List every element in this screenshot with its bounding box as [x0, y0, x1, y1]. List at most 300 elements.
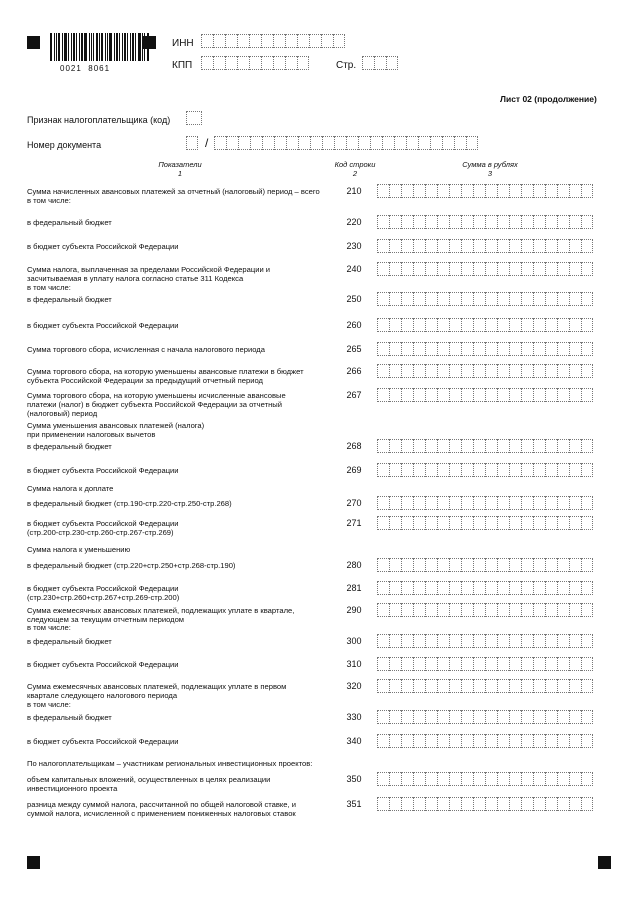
entry-cell[interactable]: [425, 496, 437, 510]
entry-cell[interactable]: [581, 516, 593, 530]
entry-cell[interactable]: [557, 558, 569, 572]
entry-cell[interactable]: [461, 463, 473, 477]
entry-cell[interactable]: [581, 318, 593, 332]
entry-cell[interactable]: [389, 734, 401, 748]
entry-cell[interactable]: [425, 734, 437, 748]
entry-cell[interactable]: [449, 710, 461, 724]
entry-cell[interactable]: [334, 136, 346, 150]
entry-cell[interactable]: [533, 215, 545, 229]
entry-cell[interactable]: [557, 184, 569, 198]
entry-cell[interactable]: [401, 603, 413, 617]
entry-cell[interactable]: [569, 318, 581, 332]
entry-cell[interactable]: [473, 679, 485, 693]
entry-cell[interactable]: [509, 184, 521, 198]
entry-cell[interactable]: [389, 318, 401, 332]
entry-cell[interactable]: [557, 342, 569, 356]
entry-cell[interactable]: [473, 262, 485, 276]
entry-cell[interactable]: [545, 439, 557, 453]
entry-cell[interactable]: [413, 364, 425, 378]
entry-cell[interactable]: [273, 34, 285, 48]
entry-cell[interactable]: [509, 657, 521, 671]
entry-cell[interactable]: [225, 34, 237, 48]
entry-cell[interactable]: [533, 463, 545, 477]
entry-cell[interactable]: [581, 558, 593, 572]
entry-cell[interactable]: [401, 558, 413, 572]
entry-cell[interactable]: [521, 657, 533, 671]
entry-cell[interactable]: [533, 516, 545, 530]
entry-cell[interactable]: [389, 262, 401, 276]
entry-cell[interactable]: [497, 439, 509, 453]
entry-cell[interactable]: [545, 239, 557, 253]
entry-cell[interactable]: [249, 56, 261, 70]
entry-cell[interactable]: [370, 136, 382, 150]
entry-cell[interactable]: [437, 184, 449, 198]
entry-cell[interactable]: [473, 734, 485, 748]
entry-cell[interactable]: [509, 772, 521, 786]
entry-cell[interactable]: [389, 184, 401, 198]
entry-cell[interactable]: [401, 496, 413, 510]
entry-cell[interactable]: [449, 388, 461, 402]
entry-cell[interactable]: [521, 215, 533, 229]
entry-cell[interactable]: [509, 318, 521, 332]
entry-cell[interactable]: [533, 184, 545, 198]
entry-cell[interactable]: [437, 292, 449, 306]
entry-cell[interactable]: [449, 318, 461, 332]
entry-cell[interactable]: [425, 603, 437, 617]
entry-cell[interactable]: [581, 292, 593, 306]
entry-cell[interactable]: [485, 581, 497, 595]
entry-cell[interactable]: [473, 215, 485, 229]
entry-cell[interactable]: [581, 364, 593, 378]
entry-cell[interactable]: [461, 679, 473, 693]
entry-cell[interactable]: [401, 364, 413, 378]
entry-cell[interactable]: [389, 581, 401, 595]
entry-cell[interactable]: [377, 342, 389, 356]
entry-cell[interactable]: [377, 184, 389, 198]
entry-cell[interactable]: [449, 772, 461, 786]
entry-cell[interactable]: [377, 679, 389, 693]
entry-cell[interactable]: [261, 34, 273, 48]
entry-cell[interactable]: [497, 184, 509, 198]
entry-cell[interactable]: [497, 463, 509, 477]
entry-cell[interactable]: [377, 239, 389, 253]
entry-cell[interactable]: [521, 496, 533, 510]
entry-cell[interactable]: [186, 136, 198, 150]
entry-cell[interactable]: [485, 239, 497, 253]
entry-cell[interactable]: [497, 634, 509, 648]
entry-cell[interactable]: [485, 657, 497, 671]
entry-cell[interactable]: [557, 797, 569, 811]
entry-cell[interactable]: [473, 558, 485, 572]
entry-cell[interactable]: [449, 496, 461, 510]
entry-cell[interactable]: [557, 634, 569, 648]
entry-cell[interactable]: [569, 388, 581, 402]
entry-cell[interactable]: [557, 679, 569, 693]
entry-cell[interactable]: [473, 710, 485, 724]
entry-cell[interactable]: [521, 463, 533, 477]
entry-cell[interactable]: [533, 439, 545, 453]
entry-cell[interactable]: [533, 239, 545, 253]
entry-cell[interactable]: [473, 634, 485, 648]
entry-cell[interactable]: [509, 710, 521, 724]
entry-cell[interactable]: [461, 734, 473, 748]
entry-cell[interactable]: [509, 797, 521, 811]
entry-cell[interactable]: [509, 239, 521, 253]
entry-cell[interactable]: [485, 710, 497, 724]
entry-cell[interactable]: [389, 603, 401, 617]
entry-cell[interactable]: [569, 516, 581, 530]
entry-cell[interactable]: [485, 634, 497, 648]
entry-cell[interactable]: [213, 34, 225, 48]
entry-cell[interactable]: [581, 679, 593, 693]
entry-cell[interactable]: [473, 496, 485, 510]
entry-cell[interactable]: [389, 710, 401, 724]
entry-cell[interactable]: [497, 772, 509, 786]
entry-cell[interactable]: [581, 342, 593, 356]
entry-cell[interactable]: [545, 603, 557, 617]
entry-cell[interactable]: [362, 56, 374, 70]
entry-cell[interactable]: [485, 516, 497, 530]
entry-cell[interactable]: [497, 239, 509, 253]
entry-cell[interactable]: [569, 439, 581, 453]
entry-cell[interactable]: [461, 603, 473, 617]
entry-cell[interactable]: [497, 679, 509, 693]
entry-cell[interactable]: [557, 657, 569, 671]
entry-cell[interactable]: [545, 215, 557, 229]
entry-cell[interactable]: [425, 516, 437, 530]
entry-cell[interactable]: [286, 136, 298, 150]
entry-cell[interactable]: [473, 603, 485, 617]
entry-cell[interactable]: [545, 772, 557, 786]
entry-cell[interactable]: [413, 603, 425, 617]
entry-cell[interactable]: [497, 496, 509, 510]
entry-cell[interactable]: [449, 292, 461, 306]
entry-cell[interactable]: [509, 292, 521, 306]
entry-cell[interactable]: [413, 710, 425, 724]
entry-cell[interactable]: [545, 581, 557, 595]
entry-cell[interactable]: [425, 710, 437, 724]
entry-cell[interactable]: [413, 342, 425, 356]
entry-cell[interactable]: [509, 262, 521, 276]
entry-cell[interactable]: [545, 364, 557, 378]
entry-cell[interactable]: [557, 239, 569, 253]
entry-cell[interactable]: [449, 215, 461, 229]
entry-cell[interactable]: [569, 772, 581, 786]
entry-cell[interactable]: [437, 215, 449, 229]
entry-cell[interactable]: [569, 603, 581, 617]
entry-cell[interactable]: [497, 710, 509, 724]
entry-cell[interactable]: [413, 239, 425, 253]
entry-cell[interactable]: [521, 239, 533, 253]
entry-cell[interactable]: [273, 56, 285, 70]
entry-cell[interactable]: [449, 364, 461, 378]
entry-cell[interactable]: [473, 463, 485, 477]
entry-cell[interactable]: [569, 292, 581, 306]
entry-cell[interactable]: [401, 439, 413, 453]
entry-cell[interactable]: [461, 634, 473, 648]
entry-cell[interactable]: [449, 581, 461, 595]
entry-cell[interactable]: [461, 318, 473, 332]
entry-cell[interactable]: [569, 215, 581, 229]
entry-cell[interactable]: [389, 463, 401, 477]
entry-cell[interactable]: [225, 56, 237, 70]
entry-cell[interactable]: [461, 496, 473, 510]
entry-cell[interactable]: [449, 657, 461, 671]
entry-cell[interactable]: [497, 388, 509, 402]
entry-cell[interactable]: [449, 797, 461, 811]
entry-cell[interactable]: [485, 364, 497, 378]
entry-cell[interactable]: [485, 184, 497, 198]
entry-cell[interactable]: [401, 634, 413, 648]
entry-cell[interactable]: [497, 318, 509, 332]
entry-cell[interactable]: [545, 184, 557, 198]
entry-cell[interactable]: [473, 388, 485, 402]
entry-cell[interactable]: [214, 136, 226, 150]
entry-cell[interactable]: [533, 772, 545, 786]
entry-cell[interactable]: [425, 463, 437, 477]
entry-cell[interactable]: [533, 581, 545, 595]
entry-cell[interactable]: [425, 388, 437, 402]
entry-cell[interactable]: [557, 603, 569, 617]
entry-cell[interactable]: [461, 364, 473, 378]
entry-cell[interactable]: [485, 603, 497, 617]
entry-cell[interactable]: [473, 184, 485, 198]
entry-cell[interactable]: [418, 136, 430, 150]
entry-cell[interactable]: [322, 136, 334, 150]
entry-cell[interactable]: [533, 734, 545, 748]
entry-cell[interactable]: [557, 734, 569, 748]
entry-cell[interactable]: [374, 56, 386, 70]
entry-cell[interactable]: [473, 581, 485, 595]
entry-cell[interactable]: [521, 516, 533, 530]
entry-cell[interactable]: [557, 496, 569, 510]
entry-cell[interactable]: [413, 439, 425, 453]
entry-cell[interactable]: [485, 388, 497, 402]
entry-cell[interactable]: [377, 262, 389, 276]
entry-cell[interactable]: [521, 388, 533, 402]
entry-cell[interactable]: [473, 364, 485, 378]
entry-cell[interactable]: [333, 34, 345, 48]
entry-cell[interactable]: [533, 342, 545, 356]
entry-cell[interactable]: [533, 710, 545, 724]
entry-cell[interactable]: [425, 292, 437, 306]
entry-cell[interactable]: [406, 136, 418, 150]
entry-cell[interactable]: [413, 292, 425, 306]
entry-cell[interactable]: [569, 734, 581, 748]
entry-cell[interactable]: [521, 710, 533, 724]
entry-cell[interactable]: [485, 318, 497, 332]
entry-cell[interactable]: [533, 496, 545, 510]
entry-cell[interactable]: [449, 603, 461, 617]
entry-cell[interactable]: [377, 772, 389, 786]
entry-cell[interactable]: [485, 292, 497, 306]
entry-cell[interactable]: [377, 734, 389, 748]
entry-cell[interactable]: [461, 772, 473, 786]
entry-cell[interactable]: [581, 215, 593, 229]
entry-cell[interactable]: [521, 772, 533, 786]
entry-cell[interactable]: [581, 710, 593, 724]
entry-cell[interactable]: [581, 496, 593, 510]
entry-cell[interactable]: [389, 772, 401, 786]
entry-cell[interactable]: [473, 772, 485, 786]
entry-cell[interactable]: [449, 262, 461, 276]
entry-cell[interactable]: [389, 558, 401, 572]
entry-cell[interactable]: [394, 136, 406, 150]
entry-cell[interactable]: [413, 388, 425, 402]
entry-cell[interactable]: [557, 364, 569, 378]
entry-cell[interactable]: [377, 388, 389, 402]
entry-cell[interactable]: [473, 439, 485, 453]
entry-cell[interactable]: [437, 772, 449, 786]
entry-cell[interactable]: [437, 581, 449, 595]
entry-cell[interactable]: [473, 342, 485, 356]
entry-cell[interactable]: [533, 797, 545, 811]
entry-cell[interactable]: [557, 463, 569, 477]
entry-cell[interactable]: [401, 342, 413, 356]
entry-cell[interactable]: [377, 496, 389, 510]
entry-cell[interactable]: [461, 388, 473, 402]
entry-cell[interactable]: [533, 292, 545, 306]
entry-cell[interactable]: [521, 184, 533, 198]
entry-cell[interactable]: [533, 634, 545, 648]
entry-cell[interactable]: [437, 439, 449, 453]
entry-cell[interactable]: [497, 516, 509, 530]
entry-cell[interactable]: [545, 558, 557, 572]
entry-cell[interactable]: [425, 439, 437, 453]
entry-cell[interactable]: [401, 679, 413, 693]
entry-cell[interactable]: [389, 516, 401, 530]
entry-cell[interactable]: [497, 797, 509, 811]
entry-cell[interactable]: [401, 657, 413, 671]
entry-cell[interactable]: [377, 634, 389, 648]
entry-cell[interactable]: [425, 364, 437, 378]
entry-cell[interactable]: [413, 516, 425, 530]
entry-cell[interactable]: [473, 797, 485, 811]
entry-cell[interactable]: [389, 657, 401, 671]
entry-cell[interactable]: [509, 439, 521, 453]
entry-cell[interactable]: [389, 215, 401, 229]
entry-cell[interactable]: [461, 516, 473, 530]
entry-cell[interactable]: [581, 463, 593, 477]
entry-cell[interactable]: [466, 136, 478, 150]
entry-cell[interactable]: [569, 184, 581, 198]
entry-cell[interactable]: [437, 710, 449, 724]
entry-cell[interactable]: [425, 679, 437, 693]
entry-cell[interactable]: [201, 56, 213, 70]
entry-cell[interactable]: [377, 364, 389, 378]
entry-cell[interactable]: [581, 657, 593, 671]
entry-cell[interactable]: [449, 516, 461, 530]
entry-cell[interactable]: [377, 657, 389, 671]
entry-cell[interactable]: [437, 734, 449, 748]
entry-cell[interactable]: [437, 318, 449, 332]
entry-cell[interactable]: [425, 581, 437, 595]
entry-cell[interactable]: [389, 634, 401, 648]
entry-cell[interactable]: [401, 734, 413, 748]
entry-cell[interactable]: [401, 797, 413, 811]
entry-cell[interactable]: [545, 318, 557, 332]
entry-cell[interactable]: [449, 734, 461, 748]
entry-cell[interactable]: [377, 439, 389, 453]
entry-cell[interactable]: [473, 657, 485, 671]
entry-cell[interactable]: [497, 364, 509, 378]
entry-cell[interactable]: [437, 388, 449, 402]
entry-cell[interactable]: [261, 56, 273, 70]
entry-cell[interactable]: [545, 463, 557, 477]
entry-cell[interactable]: [413, 215, 425, 229]
entry-cell[interactable]: [401, 318, 413, 332]
entry-cell[interactable]: [521, 581, 533, 595]
entry-cell[interactable]: [521, 364, 533, 378]
entry-cell[interactable]: [461, 797, 473, 811]
entry-cell[interactable]: [413, 734, 425, 748]
entry-cell[interactable]: [509, 581, 521, 595]
entry-cell[interactable]: [237, 56, 249, 70]
entry-cell[interactable]: [237, 34, 249, 48]
entry-cell[interactable]: [569, 463, 581, 477]
entry-cell[interactable]: [437, 496, 449, 510]
entry-cell[interactable]: [569, 558, 581, 572]
entry-cell[interactable]: [497, 342, 509, 356]
entry-cell[interactable]: [425, 318, 437, 332]
entry-cell[interactable]: [437, 516, 449, 530]
entry-cell[interactable]: [413, 797, 425, 811]
entry-cell[interactable]: [581, 388, 593, 402]
entry-cell[interactable]: [461, 262, 473, 276]
entry-cell[interactable]: [485, 797, 497, 811]
entry-cell[interactable]: [557, 215, 569, 229]
entry-cell[interactable]: [557, 581, 569, 595]
entry-cell[interactable]: [249, 34, 261, 48]
entry-cell[interactable]: [485, 262, 497, 276]
entry-cell[interactable]: [389, 797, 401, 811]
entry-cell[interactable]: [285, 56, 297, 70]
entry-cell[interactable]: [413, 558, 425, 572]
entry-cell[interactable]: [533, 657, 545, 671]
entry-cell[interactable]: [425, 184, 437, 198]
entry-cell[interactable]: [389, 239, 401, 253]
entry-cell[interactable]: [437, 657, 449, 671]
entry-cell[interactable]: [533, 364, 545, 378]
entry-cell[interactable]: [413, 657, 425, 671]
entry-cell[interactable]: [401, 239, 413, 253]
entry-cell[interactable]: [497, 215, 509, 229]
entry-cell[interactable]: [569, 634, 581, 648]
entry-cell[interactable]: [297, 34, 309, 48]
entry-cell[interactable]: [449, 463, 461, 477]
entry-cell[interactable]: [389, 364, 401, 378]
entry-cell[interactable]: [521, 439, 533, 453]
entry-cell[interactable]: [569, 364, 581, 378]
entry-cell[interactable]: [413, 318, 425, 332]
entry-cell[interactable]: [497, 262, 509, 276]
entry-cell[interactable]: [509, 215, 521, 229]
entry-cell[interactable]: [437, 679, 449, 693]
entry-cell[interactable]: [437, 634, 449, 648]
entry-cell[interactable]: [377, 215, 389, 229]
entry-cell[interactable]: [521, 292, 533, 306]
entry-cell[interactable]: [545, 262, 557, 276]
entry-cell[interactable]: [509, 388, 521, 402]
entry-cell[interactable]: [473, 516, 485, 530]
entry-cell[interactable]: [389, 388, 401, 402]
entry-cell[interactable]: [497, 558, 509, 572]
entry-cell[interactable]: [485, 439, 497, 453]
entry-cell[interactable]: [485, 558, 497, 572]
entry-cell[interactable]: [389, 342, 401, 356]
entry-cell[interactable]: [377, 516, 389, 530]
entry-cell[interactable]: [377, 797, 389, 811]
